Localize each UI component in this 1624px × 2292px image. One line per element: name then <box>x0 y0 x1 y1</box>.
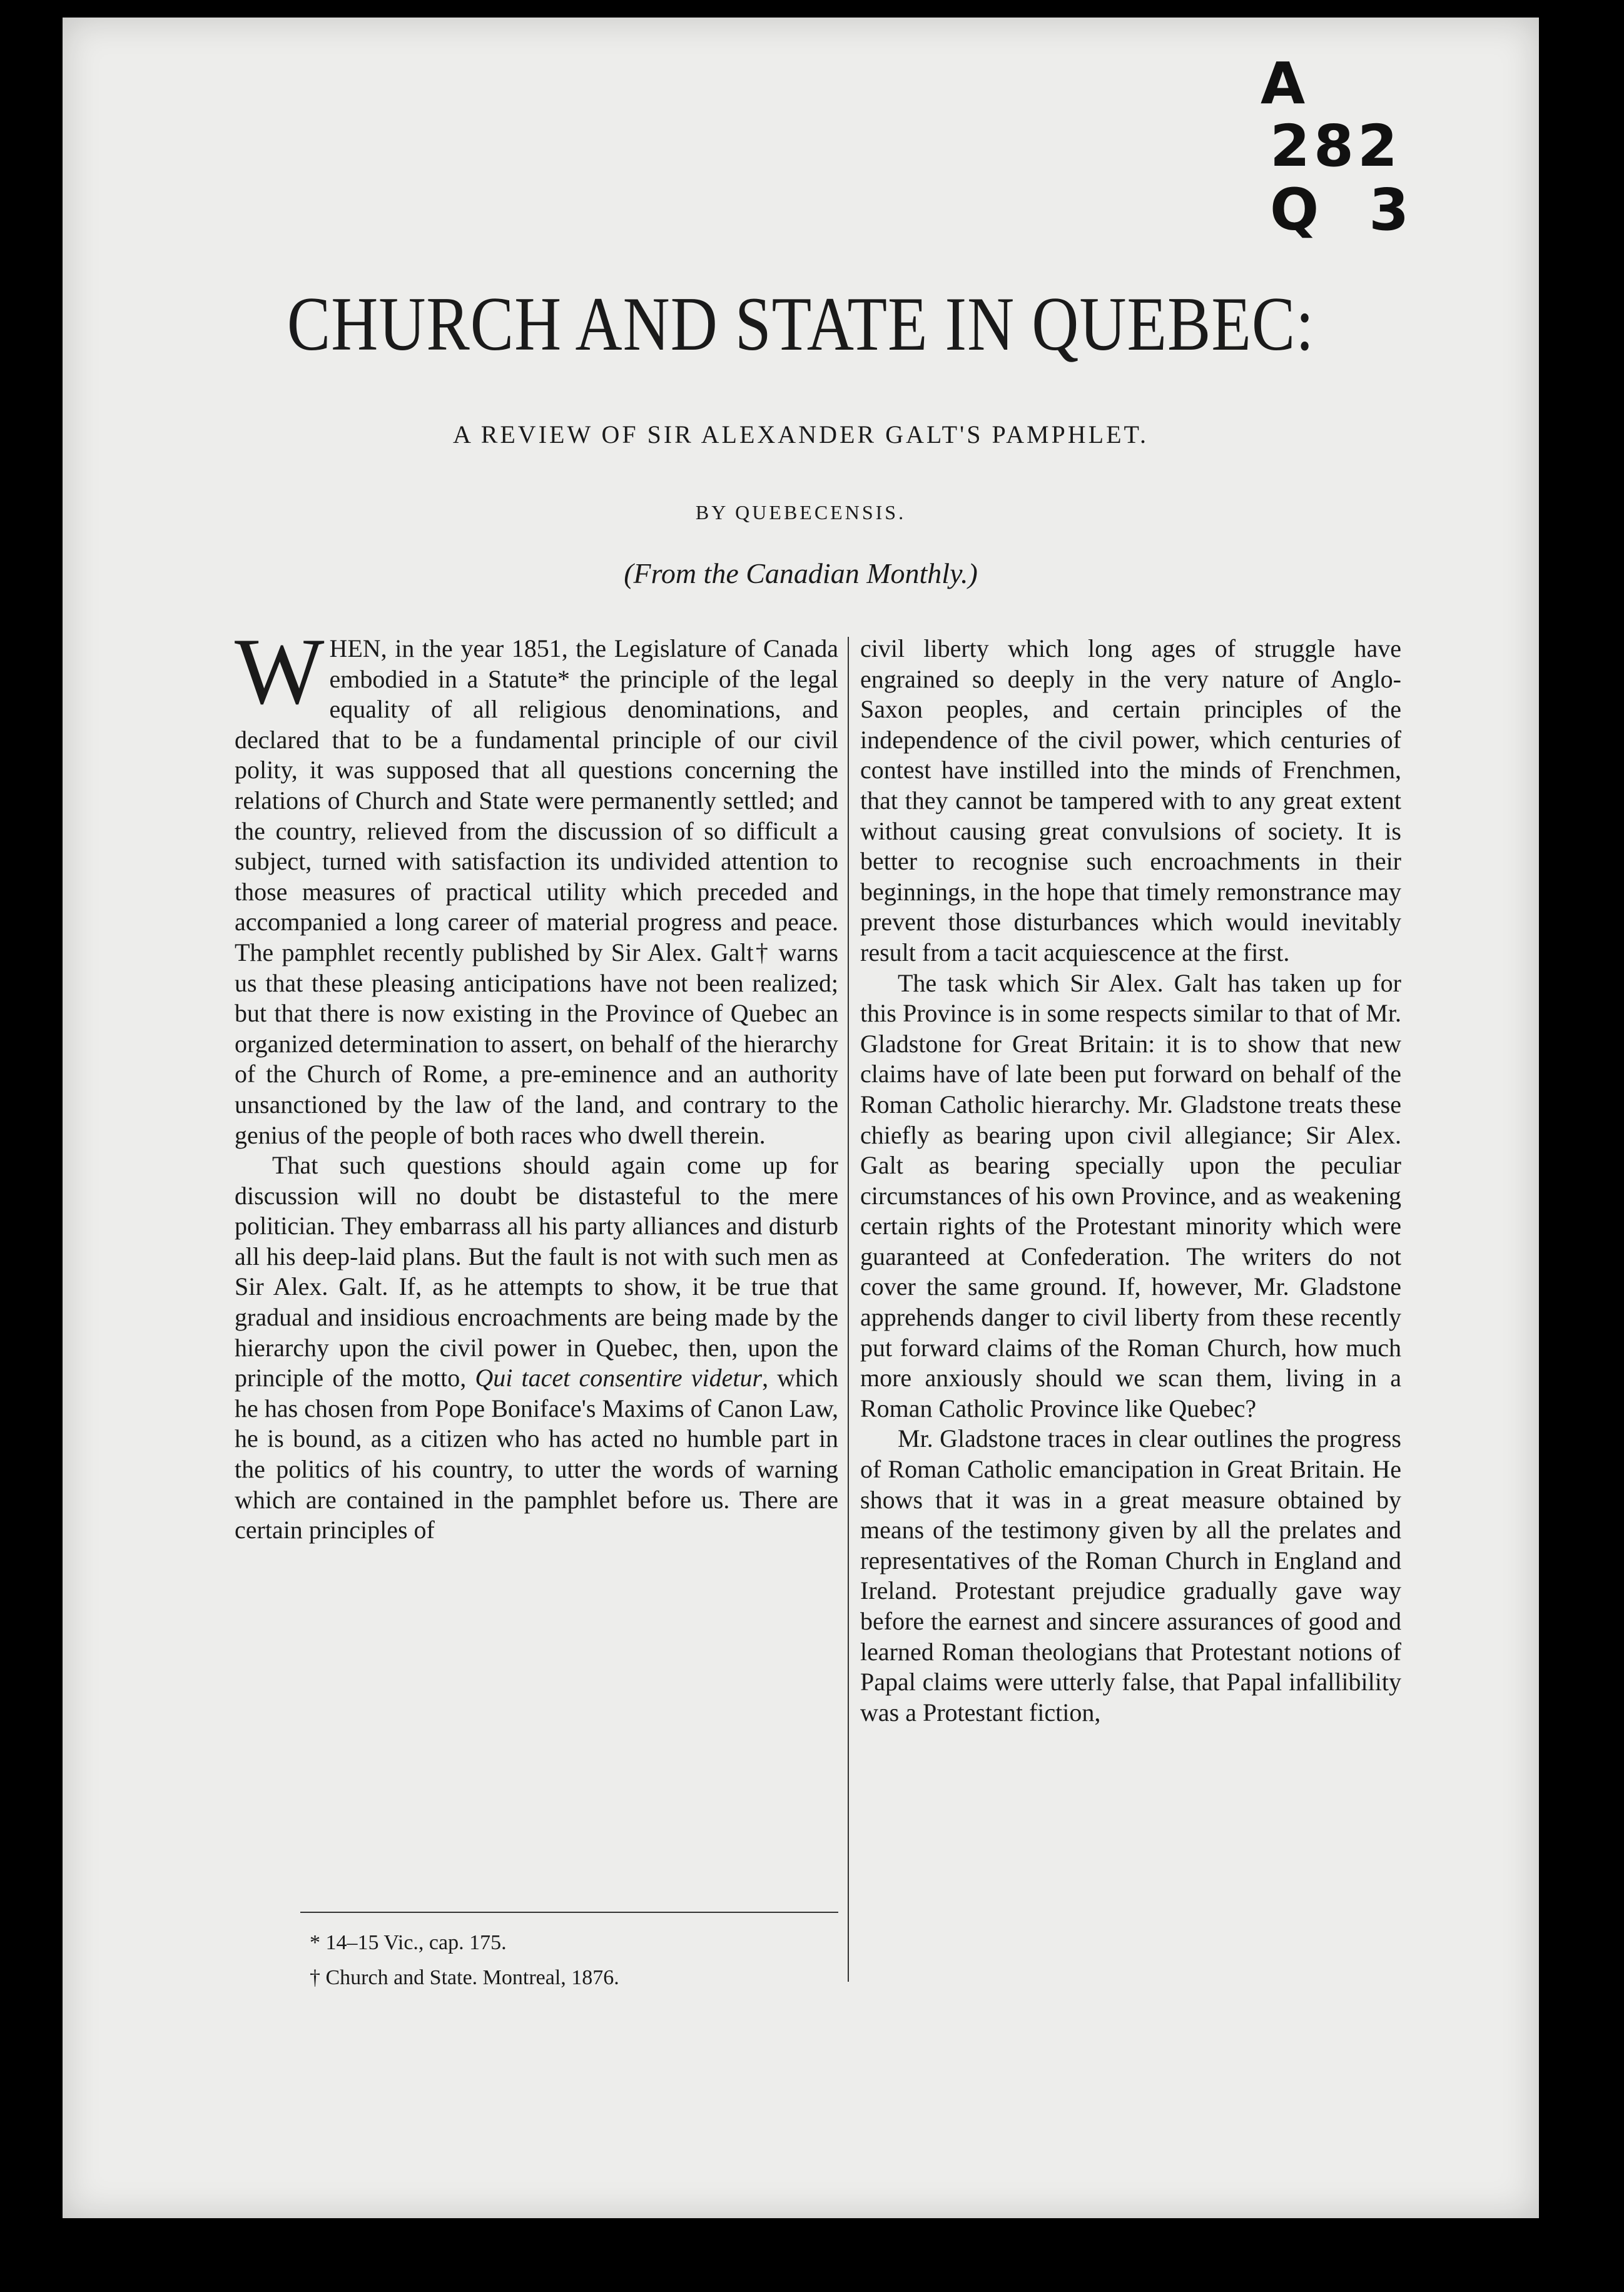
footnote-rule <box>300 1912 838 1913</box>
document-subtitle: A REVIEW OF SIR ALEXANDER GALT'S PAMPHLET. <box>453 420 1149 449</box>
paragraph-2-text-a: That such questions should again come up for discussion will no doubt be distasteful to the mere politician. They embarrass all his party alliances and disturb all his deep-laid plans. But the fault is not with such men as Sir Alex. Galt. If, as he attempts to show, it be true that gradual and insidious encroachments are being made by the hierarchy upon the civil power in Quebec, then, upon the principle of the motto, <box>235 1151 838 1392</box>
column-left <box>235 619 838 1546</box>
paragraph-2 <box>235 1150 838 1546</box>
catalog-mark-line1: A <box>1261 50 1306 117</box>
latin-motto: Qui tacet consentire videtur <box>475 1364 763 1392</box>
footnote-2: † Church and State. Montreal, 1876. <box>310 1966 619 1989</box>
source-note: (From the Canadian Monthly.) <box>624 557 978 589</box>
catalog-mark-line3: Q 3 <box>1270 176 1424 243</box>
paragraph-3: civil liberty which long ages of struggle have engrained so deeply in the very nature of Anglo-Saxon peoples, and certain principles of the independence of the civil power, which centuries of contest have instilled into the minds of Frenchmen, that they cannot be tampered with to any great extent without causing great convulsions of society. It is better to recognise such encroachments in their beginnings, in the hope that timely remonstrance may prevent those disturbances which would inevitably result from a tacit acquiescence at the first. <box>860 634 1401 966</box>
document-page <box>63 18 1539 2218</box>
paragraph-5: Mr. Gladstone traces in clear outlines the progress of Roman Catholic emancipation in Great Britain. He shows that it was in a great measure obtained by means of the testimony given by all the prelates and representatives of the Roman Church in England and Ireland. Protestant prejudice gradually gave way before the earnest and sincere assurances of good and learned Roman theologians that Protestant notions of Papal claims were utterly false, that Papal infallibility was a Protestant fiction, <box>860 1424 1401 1727</box>
byline: BY QUEBECENSIS. <box>695 501 906 524</box>
footnote-1: * 14–15 Vic., cap. 175. <box>310 1931 507 1954</box>
footnotes <box>310 1925 619 1995</box>
paragraph-1-text: HEN, in the year 1851, the Legislature of Canada embodied in a Statute* the principle of the legal equality of all religious denominations, and declared that to be a fundamental principle of our civil polity, it was supposed that all questions concerning the relations of Church and State were permanently settled; and the country, relieved from the discussion of so difficult a subject, turned with satisfaction its undivided attention to those measures of practical utility which preceded and accompanied a long career of material progress and peace. The pamphlet recently published by Sir Alex. Galt† warns us that these pleasing anticipations have not been realized; but that there is now existing in the Province of Quebec an organized determination to assert, on behalf of the hierarchy of the Church of Rome, a pre-eminence and an authority unsanctioned by the law of the land, and contrary to the genius of the people of both races who dwell therein. <box>235 634 838 1149</box>
column-right <box>860 634 1401 1728</box>
paragraph-2-text-b: , which he has chosen from Pope Boniface's Maxims of Canon Law, he is bound, as a citizen who has acted no humble part in the politics of his country, to utter the words of warning which are contained in the pamphlet before us. There are certain principles of <box>235 1364 838 1544</box>
document-title: CHURCH AND STATE IN QUEBEC: <box>287 281 1315 367</box>
drop-cap: W <box>235 619 325 724</box>
column-divider <box>848 637 849 1982</box>
catalog-mark-line2: 282 <box>1270 113 1402 180</box>
paragraph-4: The task which Sir Alex. Galt has taken up for this Province is in some respects similar to that of Mr. Gladstone for Great Britain: it is to show that new claims have of late been put forward on behalf of the Roman Catholic hierarchy. Mr. Gladstone treats these chiefly as bearing upon civil allegiance; Sir Alex. Galt as bearing specially upon the peculiar circumstances of his own Province, and as weakening certain rights of the Protestant minority which were guaranteed at Confederation. The writers do not cover the same ground. If, however, Mr. Gladstone apprehends danger to civil liberty from these recently put forward claims of the Roman Church, how much more anxiously should we scan them, living in a Roman Catholic Province like Quebec? <box>860 968 1401 1422</box>
paragraph-1 <box>235 619 838 1150</box>
